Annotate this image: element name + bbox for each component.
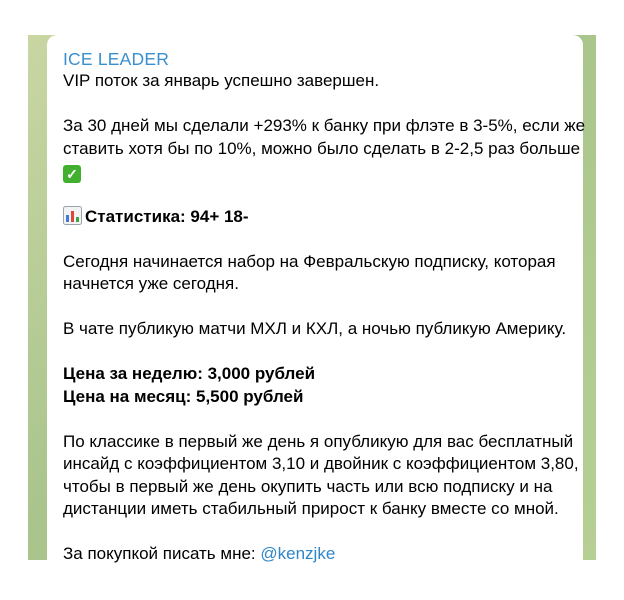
contact-handle-link[interactable]: @kenzjke xyxy=(260,544,336,563)
statistics-line xyxy=(63,206,567,229)
results-line-1: За 30 дней мы сделали +293% к банку при флэте в 3-5%, если же xyxy=(63,116,586,135)
contact-line xyxy=(63,543,567,566)
subscription-line-2: начнется уже сегодня. xyxy=(63,274,239,293)
statistics-label: Статистика: 94+ 18- xyxy=(85,206,249,226)
intro-line: VIP поток за январь успешно завершен. xyxy=(63,71,380,90)
price-month: Цена на месяц: 5,500 рублей xyxy=(63,386,304,406)
subscription-line-1: Сегодня начинается набор на Февральскую подписку, которая xyxy=(63,251,556,271)
check-mark-icon: ✓ xyxy=(63,165,81,183)
contact-prefix: За покупкой писать мне: xyxy=(63,544,261,563)
insider-line-2: инсайд с коэффициентом 3,10 и двойник с коэффициентом 3,80, xyxy=(63,454,579,473)
insider-line-3: чтобы в первый же день окупить часть или всю подписку и на xyxy=(63,476,553,496)
insider-line-1: По классике в первый же день я опубликую для вас бесплатный xyxy=(63,431,574,451)
message-bubble xyxy=(47,35,586,563)
insider-line-4: дистанции иметь стабильный прирост к банку вместе со мной. xyxy=(63,499,559,518)
price-week: Цена за неделю: 3,000 рублей xyxy=(63,364,316,383)
check-line xyxy=(63,160,567,183)
sender-name[interactable]: ICE LEADER xyxy=(63,49,170,69)
chat-info-line: В чате публикую матчи МХЛ и КХЛ, а ночью публикую Америку. xyxy=(63,319,567,338)
bar-chart-icon xyxy=(63,206,82,225)
results-line-2: ставить хотя бы по 10%, можно было сделать в 2-2,5 раз больше xyxy=(63,138,581,158)
